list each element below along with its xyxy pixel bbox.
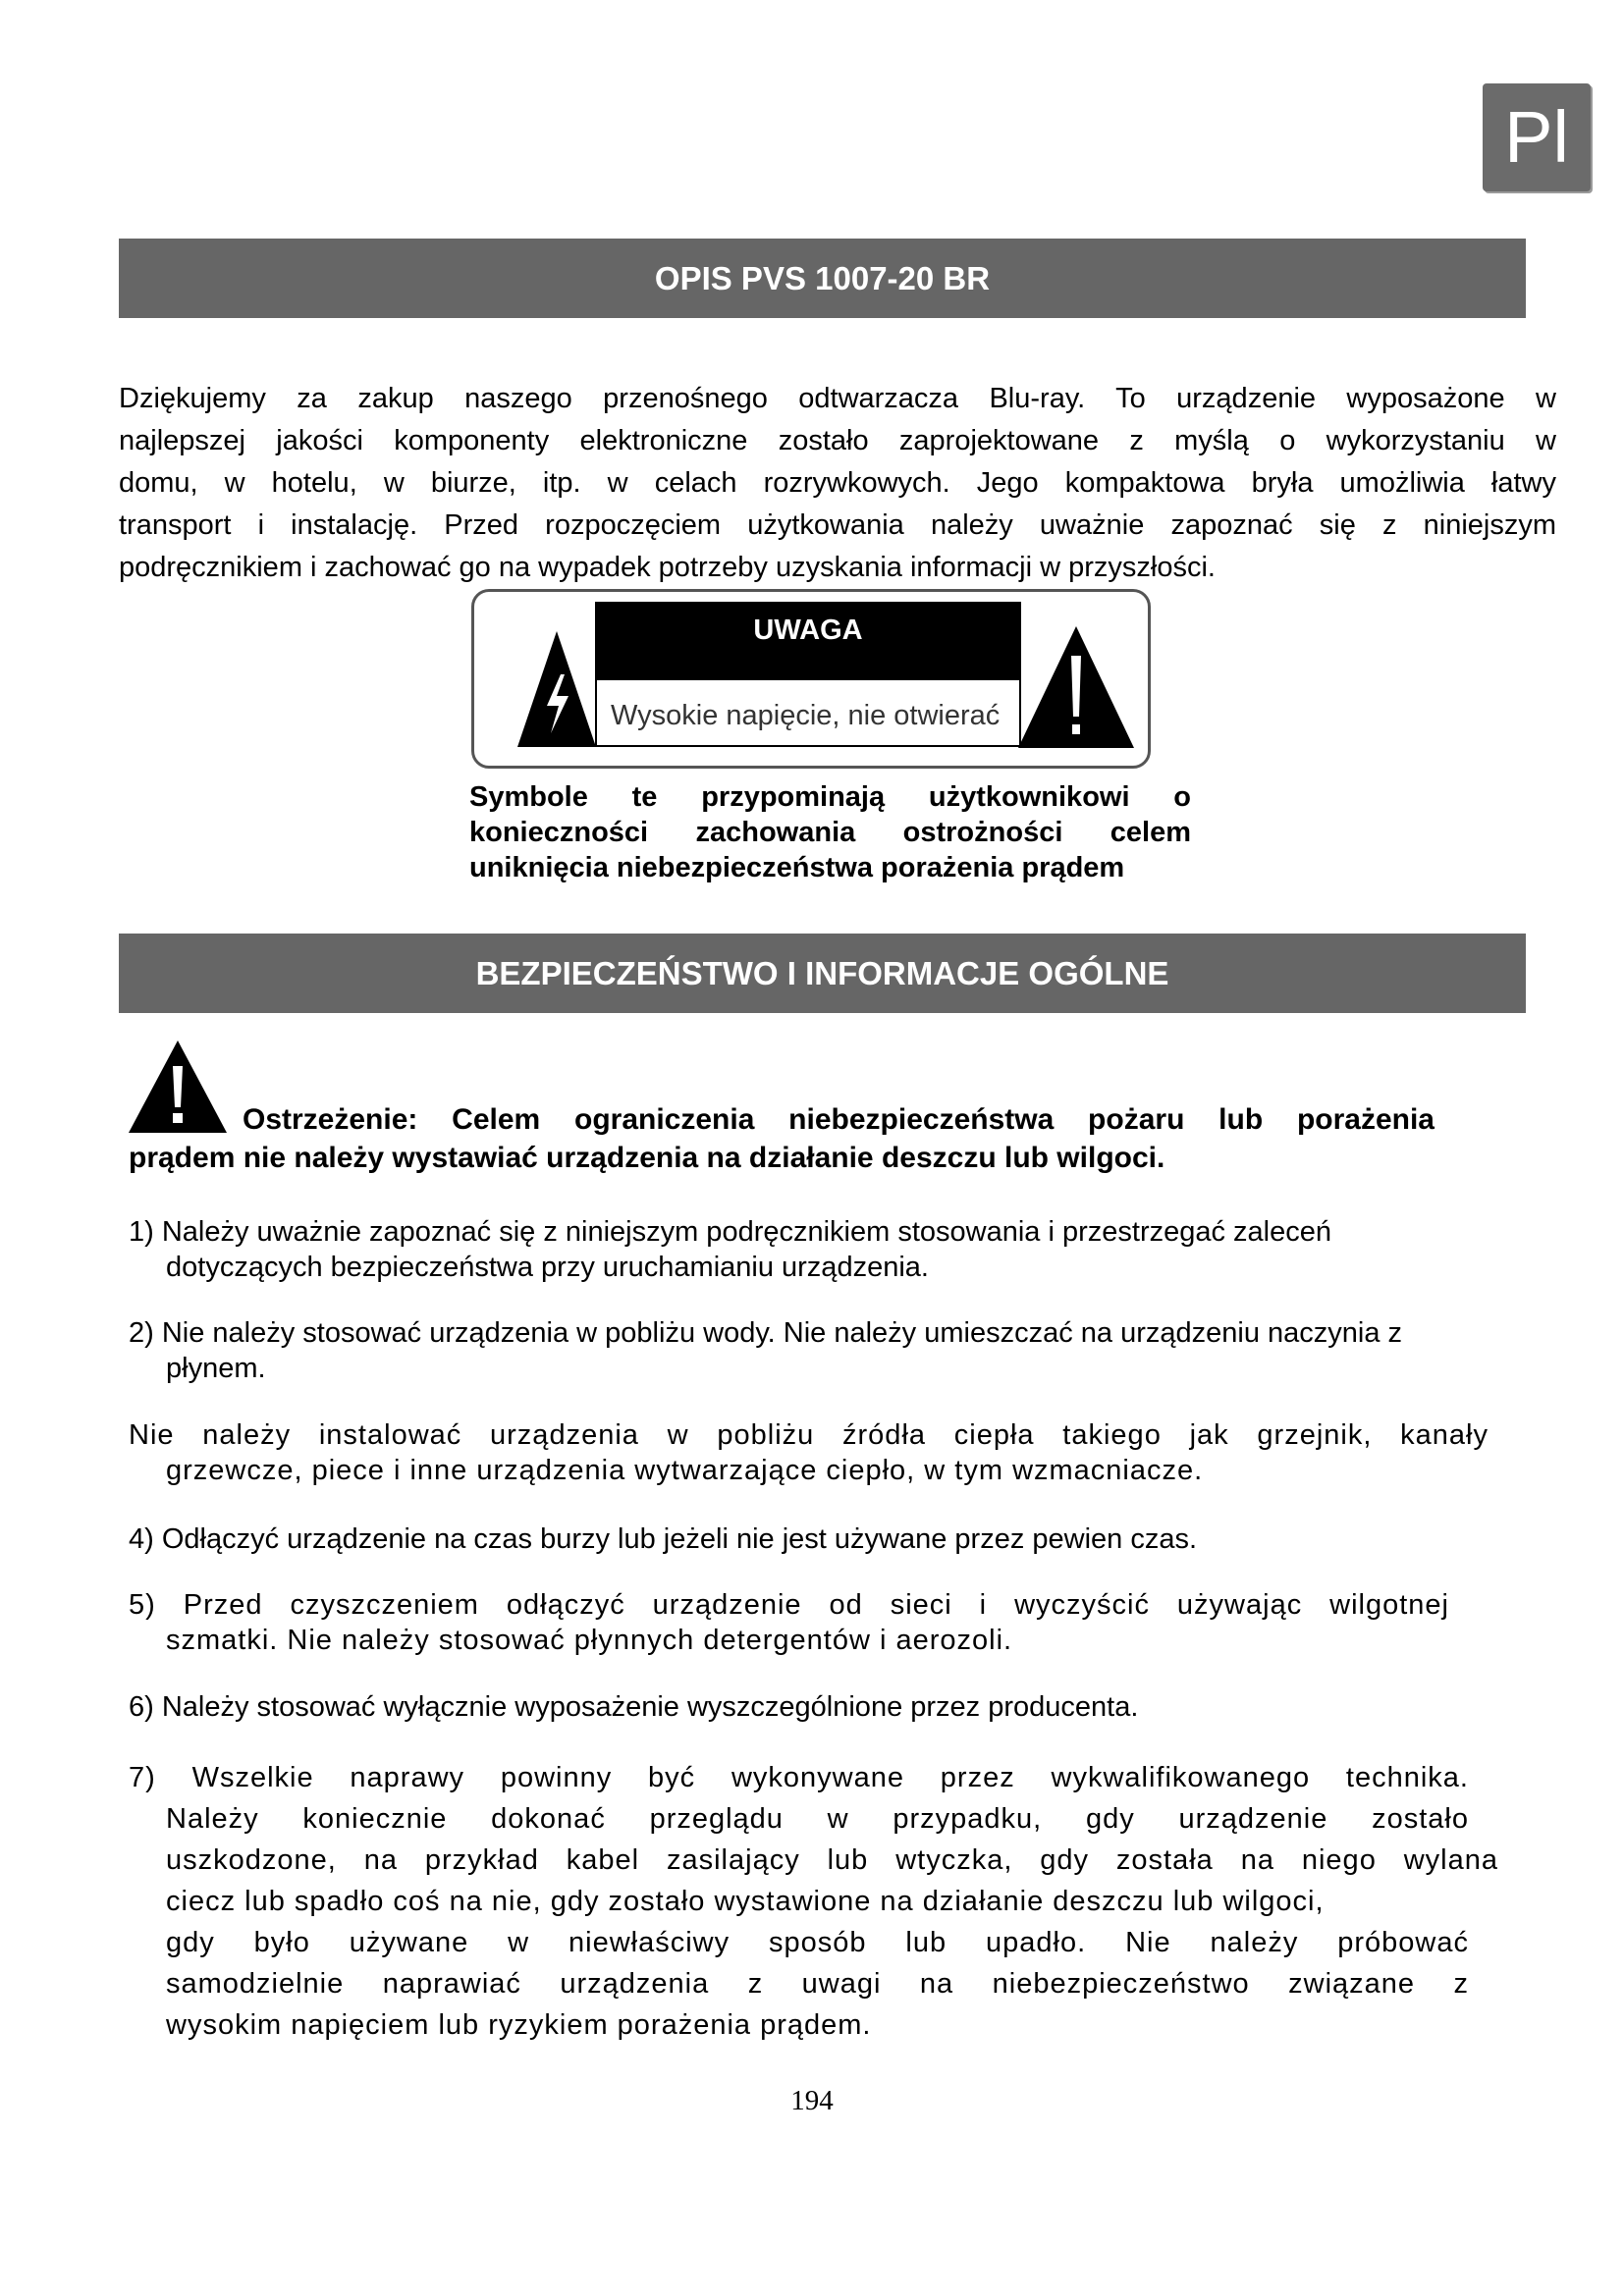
- safety-item-line: płynem.: [166, 1353, 266, 1384]
- safety-item-line: Należy koniecznie dokonać przeglądu w przypadku, gdy urządzenie zostało: [166, 1803, 1469, 1835]
- symbol-caption: [469, 779, 1191, 885]
- safety-item: [129, 1214, 1533, 1285]
- safety-item-line: szmatki. Nie należy stosować płynnych detergentów i aerozoli.: [166, 1625, 1013, 1656]
- intro-line: Dziękujemy za zakup naszego przenośnego odtwarzacza Blu-ray. To urządzenie wyposażone w: [119, 383, 1556, 414]
- safety-item-line: 4) Odłączyć urządzenie na czas burzy lub jeżeli nie jest używane przez pewien czas.: [129, 1523, 1198, 1555]
- intro-line: podręcznikiem i zachować go na wypadek potrzeby uzyskania informacji w przyszłości.: [119, 552, 1216, 583]
- safety-item-line: ciecz lub spadło coś na nie, gdy zostało wystawione na działanie deszczu lub wilgoci,: [166, 1886, 1325, 1917]
- warning-triangle-icon: [129, 1041, 227, 1133]
- warning-label-text: Wysokie napięcie, nie otwierać: [595, 680, 1021, 747]
- safety-item-line: dotyczących bezpieczeństwa przy uruchamianiu urządzenia.: [166, 1252, 929, 1283]
- exclamation-warning-icon: [1018, 626, 1134, 748]
- safety-item: [129, 1587, 1533, 1658]
- safety-item-line: Nie należy instalować urządzenia w pobliżu źródła ciepła takiego jak grzejnik, kanały: [129, 1419, 1489, 1451]
- safety-item-line: 5) Przed czyszczeniem odłączyć urządzenie od sieci i wyczyścić używając wilgotnej: [129, 1589, 1449, 1621]
- section-title-safety: BEZPIECZEŃSTWO I INFORMACJE OGÓLNE: [119, 934, 1526, 1013]
- safety-item-line: 6) Należy stosować wyłącznie wyposażenie wyszczególnione przez producenta.: [129, 1691, 1139, 1723]
- caption-line: Symbole te przypominają użytkownikowi o: [469, 781, 1191, 813]
- intro-line: najlepszej jakości komponenty elektroniczne zostało zaprojektowane z myślą o wykorzystaniu w: [119, 425, 1556, 456]
- safety-item: [129, 1689, 1533, 1725]
- safety-item-line: gdy było używane w niewłaściwy sposób lub upadło. Nie należy próbować: [166, 1927, 1469, 1958]
- safety-item: [129, 1417, 1533, 1488]
- safety-item-line: grzewcze, piece i inne urządzenia wytwarzające ciepło, w tym wzmacniacze.: [166, 1455, 1204, 1486]
- safety-item-line: wysokim napięciem lub ryzykiem porażenia prądem.: [166, 2009, 872, 2041]
- page-number: 194: [790, 2085, 834, 2116]
- caption-line: konieczności zachowania ostrożności celem: [469, 817, 1191, 848]
- warning-notice-line: prądem nie należy wystawiać urządzenia na działanie deszczu lub wilgoci.: [129, 1142, 1165, 1174]
- warning-notice-line: Ostrzeżenie: Celem ograniczenia niebezpieczeństwa pożaru lub porażenia: [243, 1103, 1435, 1136]
- safety-item: [129, 1757, 1503, 2046]
- warning-notice: [129, 1042, 1435, 1177]
- safety-item: [129, 1522, 1533, 1557]
- caption-line: uniknięcia niebezpieczeństwa porażenia prądem: [469, 852, 1125, 883]
- warning-label-header: UWAGA: [595, 602, 1021, 680]
- safety-item-line: 7) Wszelkie naprawy powinny być wykonywane przez wykwalifikowanego technika.: [129, 1762, 1469, 1793]
- language-tab: Pl: [1483, 83, 1591, 191]
- safety-item: [129, 1315, 1533, 1386]
- safety-item-line: 1) Należy uważnie zapoznać się z niniejszym podręcznikiem stosowania i przestrzegać zaleceń: [129, 1216, 1332, 1248]
- high-voltage-warning-icon: [517, 631, 596, 747]
- warning-label: [471, 589, 1151, 769]
- section-title-description: OPIS PVS 1007-20 BR: [119, 239, 1526, 318]
- safety-item-line: 2) Nie należy stosować urządzenia w pobliżu wody. Nie należy umieszczać na urządzeniu naczynia z: [129, 1317, 1403, 1349]
- safety-item-line: samodzielnie naprawiać urządzenia z uwagi na niebezpieczeństwo związane z: [166, 1968, 1469, 2000]
- intro-line: transport i instalację. Przed rozpoczęciem użytkowania należy uważnie zapoznać się z niniejszym: [119, 509, 1556, 541]
- intro-paragraph: [119, 378, 1556, 589]
- safety-item-line: uszkodzone, na przykład kabel zasilający lub wtyczka, gdy została na niego wylana: [166, 1844, 1498, 1876]
- intro-line: domu, w hotelu, w biurze, itp. w celach rozrywkowych. Jego kompaktowa bryła umożliwia łatwy: [119, 467, 1556, 499]
